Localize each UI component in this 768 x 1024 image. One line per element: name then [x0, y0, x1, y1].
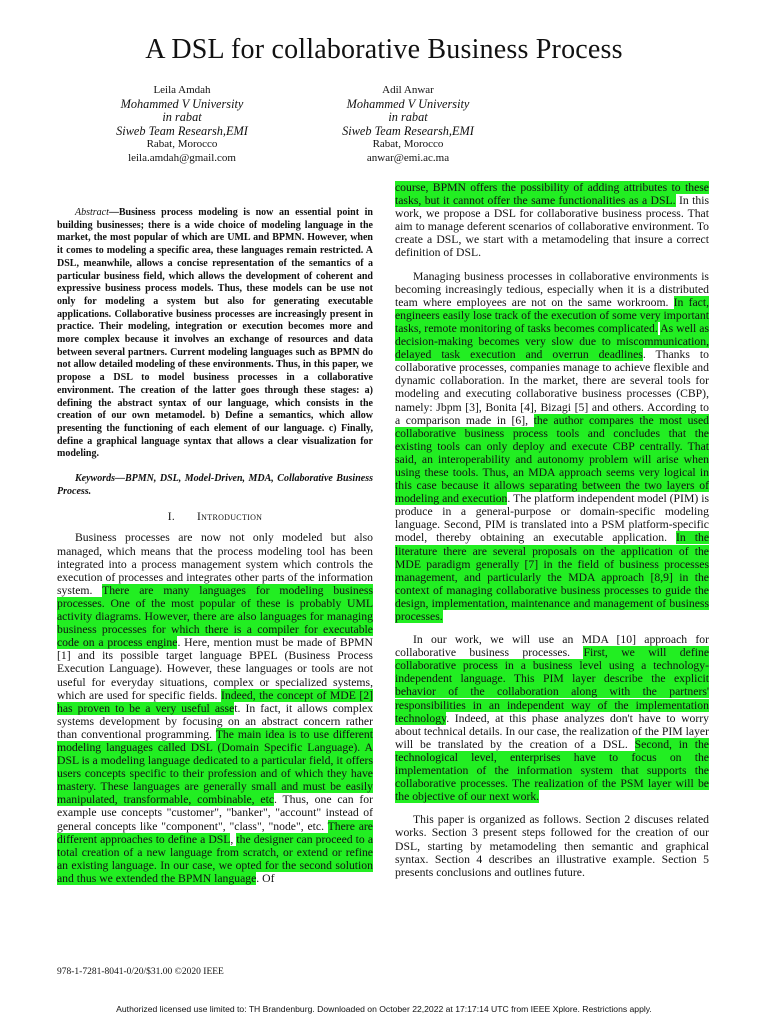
keywords: Keywords—BPMN, DSL, Model-Driven, MDA, Collaborative Business Process. [57, 473, 373, 497]
author-name: Adil Anwar [382, 84, 434, 96]
author-affiliation: Siweb Team Researsh,EMI [116, 123, 248, 138]
text-segment: In this work, we propose a DSL for collaborative business process. That aim to manage deferent scenarios of collaborative environment. To create a DSL, we start with a metamodeling that insure a correct definition of DSL. [395, 194, 710, 260]
author-block-1 [57, 84, 307, 166]
download-notice: Authorized licensed use limited to: TH Brandenburg. Downloaded on October 22,2022 at 17:17:14 UTC from IEEE Xplore. Restrictions apply. [116, 1004, 652, 1014]
section-number: I. [167, 511, 176, 524]
text-segment: . The platform independent model (PIM) is produce in a general-purpose or domain-specific modeling language. Second, PIM is translated into a PSM platform-specific model, thereby obtaining an executable application. [395, 492, 709, 545]
author-affiliation: Mohammed V University [346, 96, 470, 111]
highlighted-text: the author compares the most used collaborative business process tools and concludes that the existing tools can only deploy and execute CBP centrally. That said, an interoperability and autonomy problem will arise when using these tools. Thus, an MDA approach seems very logical in this case because it allows separating between the two layers of modeling and execution [395, 413, 709, 506]
author-location: Rabat, Morocco [146, 138, 218, 151]
text-segment: . Of [256, 871, 275, 885]
body-paragraph: This paper is organized as follows. Section 2 discuses related works. Section 3 present steps followed for the creation of our DSL, starting by metamodeling then semantic and graphical syntax. Section 4 describes an illustrative example. Section 5 presents conclusions and outlines future. [395, 813, 709, 879]
author-affiliation: in rabat [388, 110, 428, 125]
abstract-text: —Business process modeling is now an essential point in building businesses; there is a wide choice of modeling language in the market, the most popular of which are UML and BPMN. However, when it comes to modeling a specific area, these languages remain restricted. A DSL, meanwhile, allows a concise representation of the semantics of a particular business field, which allows the development of coherent and expressive business process models. Thus, these models can be use not only for modeling a system but also for generating executable applications. Collaborative business processes are increasingly present in practice. Their modeling, integration or execution becomes more and more complex because it involves an exchange of resources and data between several partners. Current modeling languages such as BPMN do not allow detailed modeling of these environments. Thus, in this paper, we propose a DSL to model business processes in a collaborative environment. The creation of the latter goes through these stages: a) defining the abstract syntax of our language, which consists in the creation of our own metamodel. b) Define a semantics, which allow presenting the functioning of each element of our language. c) Finally, define a graphical language syntax that allows a clear visualization for modeling. [57, 207, 373, 460]
text-segment: . Thanks to collaborative processes, companies manage to achieve flexible and dynamic collaboration. In the market, there are several tools for modeling and executing collaborative business processes (CBP), namely: Jbpm [3], Bonita [4], Bizagi [5] and others. According to a comparison made in [6], [395, 348, 709, 427]
text-segment: . Indeed, at this phase analyzes don't have to worry about technical details. In our case, the realization of the PIM layer will be translated by the creation of a DSL. [395, 711, 709, 751]
highlighted-text: course, BPMN offers the possibility of adding attributes to these tasks, but it cannot offer the same functionalities as a DSL. [395, 181, 709, 208]
author-location: Rabat, Morocco [372, 138, 444, 151]
section-title: Introduction [197, 511, 263, 524]
author-email: anwar@emi.ac.ma [366, 151, 450, 164]
text-segment: , [230, 832, 237, 846]
highlighted-text: Second, in the technological level, enterprises have to focus on the implementation of the information system that supports the collaborative processes. The realization of the PSM layer will be the objective of our next work. [395, 737, 709, 804]
highlighted-text: In fact, engineers easily lose track of the execution of some very important tasks, remote monitoring of tasks becomes complicated. [395, 295, 710, 335]
author-affiliation: Mohammed V University [120, 96, 244, 111]
text-segment: In our work, we will use an MDA [10] approach for collaborative business processes. [395, 633, 709, 660]
highlighted-text: the designer can proceed to a total creation of a new language from scratch, or extend or refine an existing language. In our case, we opted for the second solution and thus we extended the BPMN language [57, 832, 374, 885]
author-name: Leila Amdah [153, 84, 211, 96]
left-column [57, 207, 373, 885]
intro-paragraph [57, 531, 373, 885]
highlighted-text: There are different approaches to define a DSL [57, 819, 373, 846]
body-paragraph [395, 633, 709, 803]
highlighted-text: Indeed, the concept of MDE [2] has proven to be a very useful asse [57, 688, 373, 715]
body-paragraph [395, 270, 709, 624]
section-heading-introduction [57, 511, 373, 523]
text-segment: . Here, mention must be made of BPMN [1] and its possible target language BPEL (Business Process Execution Language). However, these languages or tools are not useful for everyday situations, complex or specialized systems, which are used for specific fields. [57, 636, 373, 702]
abstract-lead: Abstract [75, 207, 109, 218]
highlighted-text: There are many languages for modeling business processes. One of the most popular of these is probably UML activity diagrams. However, there are also languages for managing business processes for which there is a compiler for executable code on a process engine [57, 583, 373, 650]
highlighted-text: As well as decision-making becomes very slow due to miscommunication, delayed task execution and overrun deadlines [395, 321, 709, 362]
paper-title: A DSL for collaborative Business Process [145, 34, 623, 65]
author-email: leila.amdah@gmail.com [128, 151, 236, 164]
author-affiliation: Siweb Team Researsh,EMI [342, 123, 474, 138]
right-column [395, 181, 709, 879]
text-segment: t. In fact, it allows complex systems development by focusing on an abstract concern rather than conventional programming. [57, 701, 373, 741]
copyright-line: 978-1-7281-8041-0/20/$31.00 ©2020 IEEE [57, 967, 224, 977]
text-segment: Managing business processes in collaborative environments is becoming increasingly tedious, especially when it is a distributed team where employees are not on the same workroom. [395, 269, 709, 309]
text-segment: Business processes are now not only modeled but also managed, which means that the process modeling tool has been integrated into a process management system which controls the execution of processes and integrates other parts of the information system. [57, 531, 373, 597]
highlighted-text: The main idea is to use different modeling languages called DSL (Domain Specific Language). A DSL is a modeling language dedicated to a particular field, it offers users concepts specific to their profession and of which they have mastery. These languages are generally small and must be easily manipulated, transformable, combinable, etc [57, 727, 373, 807]
body-paragraph [395, 181, 709, 260]
abstract [57, 207, 373, 461]
highlighted-text: First, we will define collaborative process in a business level using a technology-independent language. This PIM layer describe the explicit behavior of the collaboration along with the partners' responsibilities in an independent way of the implementation technology [395, 646, 710, 725]
author-affiliation: in rabat [162, 110, 202, 125]
author-block-2 [283, 84, 533, 166]
highlighted-text: In the literature there are several proposals on the application of the MDE paradigm generally [7] in the field of business processes management, and particularly the MDA approach [8,9] in the context of managing collaborative business processes to guide the design, implementation, maintenance and management of business processes. [395, 531, 710, 623]
text-segment: . Thus, one can for example use concepts "customer", "banker", "account" instead of general concepts like "component", "class", "node", etc. [57, 793, 373, 833]
